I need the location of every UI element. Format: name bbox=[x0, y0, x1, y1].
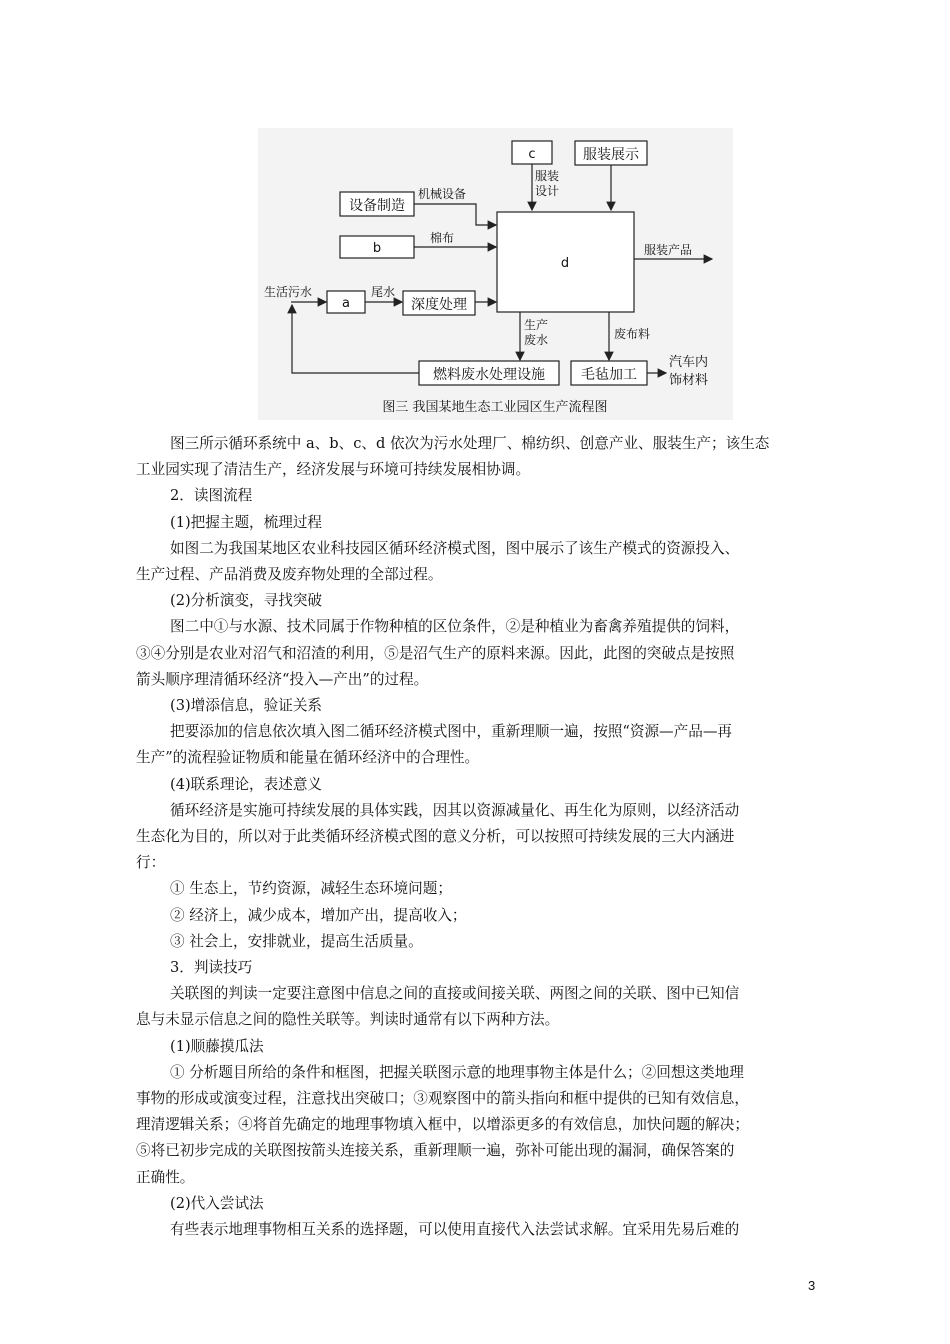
flowchart-svg bbox=[258, 128, 733, 420]
text-line: ③④分别是农业对沼气和沼渣的利用，⑤是沼气生产的原料来源。因此，此图的突破点是按照 bbox=[136, 644, 735, 662]
paragraph bbox=[136, 929, 826, 955]
text-line: (1)顺藤摸瓜法 bbox=[170, 1037, 264, 1055]
paragraph bbox=[136, 1034, 826, 1060]
paragraph bbox=[136, 510, 826, 536]
text-line: 息与未显示信息之间的隐性关联等。判读时通常有以下两种方法。 bbox=[136, 1011, 560, 1029]
label-fashion-design-1: 服装 bbox=[535, 169, 560, 183]
paragraph bbox=[136, 1191, 826, 1217]
label-fashion-design-2: 设计 bbox=[535, 184, 560, 198]
text-line: 生态化为目的，所以对于此类循环经济模式图的意义分析，可以按照可持续发展的三大内涵进 bbox=[136, 828, 735, 846]
text-line: 循环经济是实施可持续发展的具体实践，因其以资源减量化、再生化为原则，以经济活动 bbox=[170, 801, 740, 819]
text-line: 3．判读技巧 bbox=[170, 959, 253, 977]
body-text bbox=[136, 431, 826, 1243]
text-line: 生产”的流程验证物质和能量在循环经济中的合理性。 bbox=[136, 749, 480, 767]
text-line: 2．读图流程 bbox=[170, 487, 253, 505]
paragraph bbox=[136, 614, 826, 693]
text-line: 图二中①与水源、技术同属于作物种植的区位条件，②是种植业为畜禽养殖提供的饲料， bbox=[170, 618, 740, 636]
box-equipment-label: 设备制造 bbox=[349, 198, 405, 214]
text-line: 箭头顺序理清循环经济“投入—产出”的过程。 bbox=[136, 670, 429, 688]
text-line: (2)代入尝试法 bbox=[170, 1194, 264, 1212]
arrow-equipment-to-d bbox=[414, 204, 496, 225]
label-cotton: 棉布 bbox=[430, 231, 455, 245]
flowchart-figure bbox=[258, 128, 733, 420]
text-line: 图三所示循环系统中 a、b、c、d 依次为污水处理厂、棉纺织、创意产业、服装生产；该生态 bbox=[170, 435, 770, 452]
label-machinery: 机械设备 bbox=[418, 187, 467, 201]
paragraph bbox=[136, 431, 826, 483]
paragraph bbox=[136, 772, 826, 798]
label-tailwater: 尾水 bbox=[371, 285, 396, 299]
text-line: 有些表示地理事物相互关系的选择题，可以使用直接代入法尝试求解。宜采用先易后难的 bbox=[170, 1221, 740, 1239]
text-line: ① 生态上，节约资源，减轻生态环境问题； bbox=[170, 880, 452, 898]
paragraph bbox=[136, 693, 826, 719]
text-line: 正确性。 bbox=[136, 1168, 195, 1186]
box-fashion-show-label: 服装展示 bbox=[583, 147, 639, 163]
box-deep-treatment-label: 深度处理 bbox=[411, 297, 467, 313]
text-line: 生产过程、产品消费及废弃物处理的全部过程。 bbox=[136, 566, 443, 584]
text-line: (1)把握主题，梳理过程 bbox=[170, 513, 323, 531]
text-line: 事物的形成或演变过程，注意找出突破口；③观察图中的箭头指向和框中提供的已知有效信息， bbox=[136, 1090, 749, 1108]
label-wastewater-2: 废水 bbox=[524, 333, 549, 347]
box-c-label: c bbox=[528, 147, 536, 162]
text-line: 理清逻辑关系；④将首先确定的地理事物填入框中，以增添更多的有效信息，加快问题的解决； bbox=[136, 1116, 749, 1134]
label-wastewater-1: 生产 bbox=[524, 318, 549, 332]
text-line: (3)增添信息，验证关系 bbox=[170, 697, 323, 715]
paragraph bbox=[136, 955, 826, 981]
page-number: 3 bbox=[808, 1278, 816, 1293]
box-d-label: d bbox=[560, 256, 570, 271]
text-line: 把要添加的信息依次填入图二循环经济模式图中，重新理顺一遍，按照“资源—产品—再 bbox=[170, 723, 733, 741]
paragraph bbox=[136, 798, 826, 877]
box-felt-label: 毛毡加工 bbox=[581, 367, 637, 383]
text-line: 工业园实现了清洁生产，经济发展与环境可持续发展相协调。 bbox=[136, 461, 531, 479]
text-line: (4)联系理论，表述意义 bbox=[170, 775, 323, 793]
paragraph bbox=[136, 1217, 826, 1243]
text-line: ③ 社会上，安排就业，提高生活质量。 bbox=[170, 932, 423, 950]
text-line: ② 经济上，减少成本，增加产出，提高收入； bbox=[170, 906, 467, 924]
figure-caption: 图三 我国某地生态工业园区生产流程图 bbox=[382, 400, 608, 415]
paragraph bbox=[136, 903, 826, 929]
label-scrap: 废布料 bbox=[614, 327, 651, 341]
text-line: (2)分析演变，寻找突破 bbox=[170, 592, 323, 610]
paragraph bbox=[136, 588, 826, 614]
box-a-label: a bbox=[342, 296, 350, 311]
paragraph bbox=[136, 483, 826, 509]
label-auto-2: 饰材料 bbox=[669, 373, 709, 388]
paragraph bbox=[136, 1060, 826, 1191]
paragraph bbox=[136, 719, 826, 771]
paragraph bbox=[136, 536, 826, 588]
paragraph bbox=[136, 876, 826, 902]
arrow-fuel-to-sewage bbox=[292, 305, 419, 373]
box-fuel-facility-label: 燃料废水处理设施 bbox=[433, 367, 545, 383]
text-line: 行： bbox=[136, 854, 166, 872]
text-line: 如图二为我国某地区农业科技园区循环经济模式图，图中展示了该生产模式的资源投入、 bbox=[170, 539, 740, 557]
label-sewage: 生活污水 bbox=[264, 285, 313, 299]
text-line: 关联图的判读一定要注意图中信息之间的直接或间接关联、两图之间的关联、图中已知信 bbox=[170, 985, 740, 1003]
label-products: 服装产品 bbox=[644, 243, 693, 257]
label-auto-1: 汽车内 bbox=[669, 355, 709, 370]
paragraph bbox=[136, 981, 826, 1033]
text-line: ⑤将已初步完成的关联图按箭头连接关系，重新理顺一遍，弥补可能出现的漏洞，确保答案的 bbox=[136, 1142, 735, 1160]
box-b-label: b bbox=[372, 241, 382, 256]
text-line: ① 分析题目所给的条件和框图，把握关联图示意的地理事物主体是什么；②回想这类地理 bbox=[170, 1063, 744, 1081]
